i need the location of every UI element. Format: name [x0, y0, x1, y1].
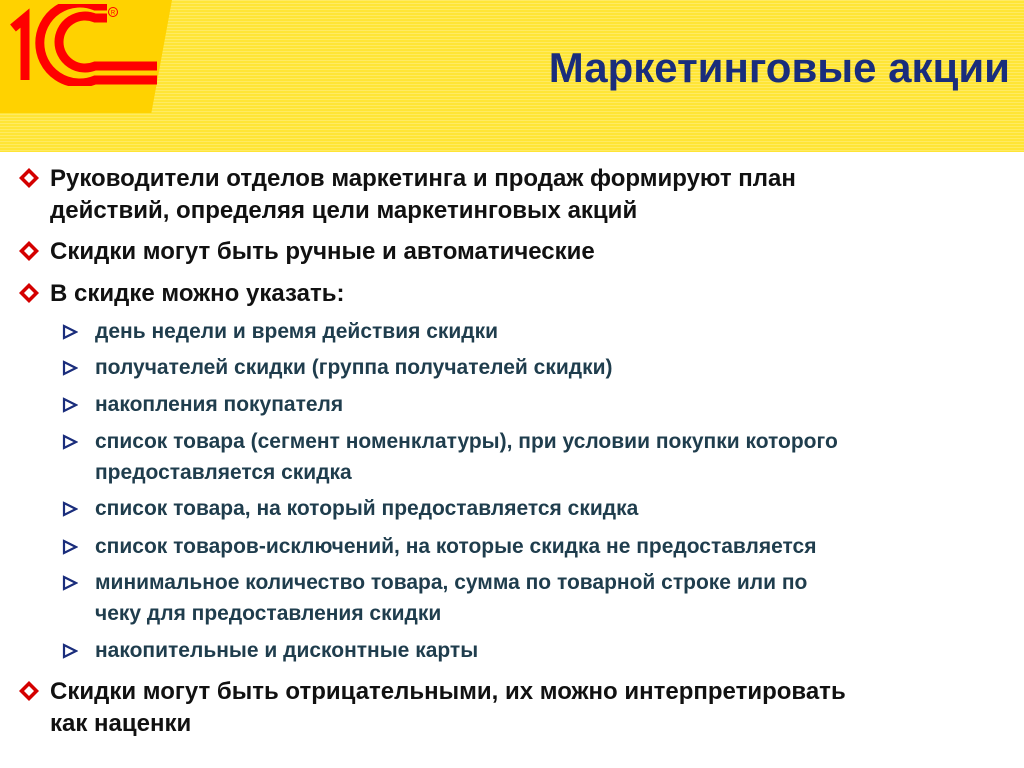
bullet-item: Скидки могут быть ручные и автоматические	[50, 238, 595, 265]
sub-bullet-item: день недели и время действия скидки	[95, 320, 499, 343]
red-diamond-icon	[18, 680, 40, 707]
sub-bullet-item: список товаров-исключений, на которые скидка не предоставляется	[95, 535, 817, 558]
blue-triangle-icon	[62, 360, 78, 381]
bullet-line: как наценки	[50, 710, 192, 737]
bullet-line: Скидки могут быть отрицательными, их можно интерпретировать	[50, 678, 846, 705]
sub-bullet-item: получателей скидки (группа получателей скидки)	[95, 356, 613, 379]
bullet-line: действий, определяя цели маркетинговых акций	[50, 197, 638, 224]
red-diamond-icon	[18, 282, 40, 309]
red-diamond-icon	[18, 240, 40, 267]
red-diamond-icon	[18, 167, 40, 194]
bullet-item: В скидке можно указать:	[50, 280, 345, 307]
sub-bullet-item: накопления покупателя	[95, 393, 344, 416]
slide-title: Маркетинговые акции	[548, 44, 1010, 91]
blue-triangle-icon	[62, 324, 78, 345]
sub-bullet-item	[95, 567, 807, 629]
sub-bullet-line: список товара (сегмент номенклатуры), при условии покупки которого	[95, 430, 838, 453]
bullet-item	[50, 676, 846, 740]
sub-bullet-item: список товара, на который предоставляется скидка	[95, 497, 639, 520]
sub-bullet-item: накопительные и дисконтные карты	[95, 639, 479, 662]
blue-triangle-icon	[62, 539, 78, 560]
bullet-line: Руководители отделов маркетинга и продаж формируют план	[50, 165, 796, 192]
sub-bullet-line: чеку для предоставления скидки	[95, 602, 442, 625]
svg-text:R: R	[110, 10, 116, 17]
sub-bullet-line: минимальное количество товара, сумма по товарной строке или по	[95, 571, 808, 594]
blue-triangle-icon	[62, 575, 78, 596]
sub-bullet-item	[95, 426, 838, 488]
blue-triangle-icon	[62, 643, 78, 664]
bullet-item	[50, 163, 796, 227]
blue-triangle-icon	[62, 397, 78, 418]
blue-triangle-icon	[62, 434, 78, 455]
sub-bullet-line: предоставляется скидка	[95, 461, 352, 484]
blue-triangle-icon	[62, 501, 78, 522]
